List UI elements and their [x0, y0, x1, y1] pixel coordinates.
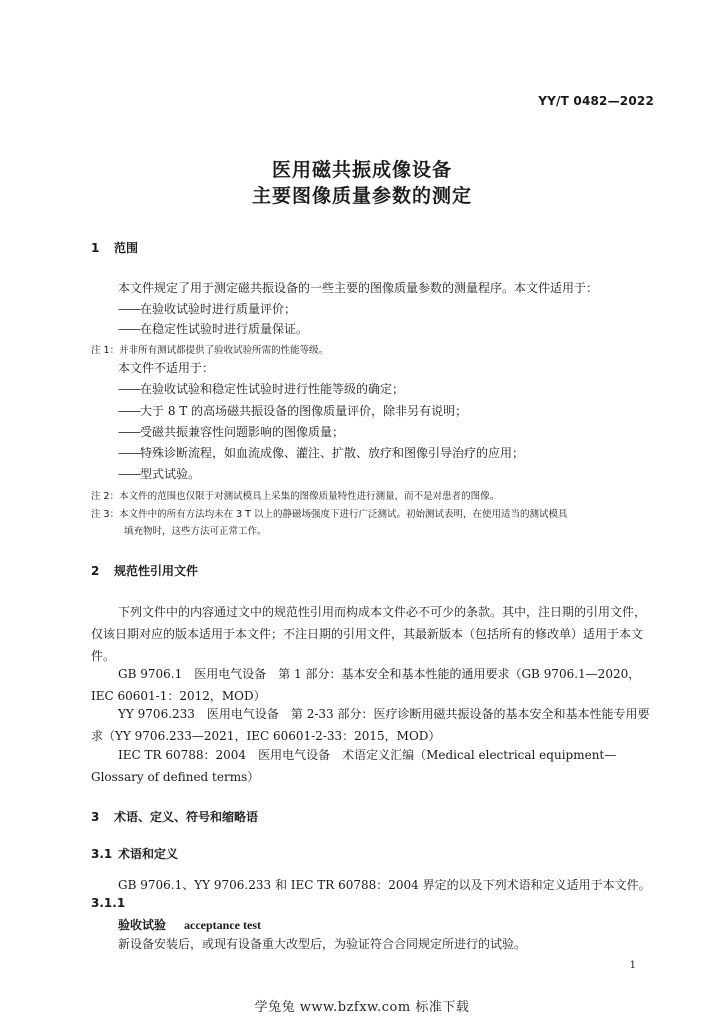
list-item: ——在验收试验和稳定性试验时进行性能等级的确定； [118, 382, 405, 396]
note-2: 注 2：本文件的范围也仅限于对测试模具上采集的图像质量特性进行测量，而不是对患者的图像。 [91, 491, 500, 502]
term-number: 3.1.1 [91, 896, 126, 910]
watermark-footer: 学兔兔 www.bzfxw.com 标准下载 [254, 1000, 470, 1015]
scope-paragraph: 本文件规定了用于测定磁共振设备的一些主要的图像质量参数的测量程序。本文件适用于： [118, 281, 599, 295]
note-3-continued: 填充物时，这些方法可正常工作。 [124, 526, 267, 537]
page-number: 1 [629, 960, 636, 971]
section-number: 2 [91, 564, 100, 578]
note-1: 注 1：并非所有测试都提供了验收试验所需的性能等级。 [91, 345, 329, 356]
list-item: ——型式试验。 [118, 467, 201, 481]
term-entry [118, 916, 261, 933]
section-number: 3 [91, 810, 100, 824]
list-item: ——受磁共振兼容性问题影响的图像质量； [118, 425, 345, 439]
reference-yy9706-233: YY 9706.233 医用电气设备 第 2-33 部分：医疗诊断用磁共振设备的基本安全和基本性能专用要求（YY 9706.233—2021，IEC 60601-2-33：2015，MOD） [91, 707, 650, 743]
section-3-heading [91, 808, 258, 825]
list-item: ——大于 8 T 的高场磁共振设备的图像质量评价，除非另有说明； [118, 404, 468, 418]
section-title: 术语和定义 [118, 847, 179, 861]
document-title-line2: 主要图像质量参数的测定 [251, 185, 472, 207]
reference-gb9706-1: GB 9706.1 医用电气设备 第 1 部分：基本安全和基本性能的通用要求（GB 9706.1—2020，IEC 60601-1：2012，MOD） [91, 667, 641, 703]
term-chinese: 验收试验 [118, 918, 167, 932]
document-title-line1: 医用磁共振成像设备 [271, 159, 452, 181]
section-number: 1 [91, 241, 100, 255]
section-1-heading [91, 239, 138, 256]
term-definition: 新设备安装后，或现有设备重大改型后，为验证符合合同规定所进行的试验。 [118, 937, 527, 951]
section-title: 范围 [114, 241, 139, 255]
definitions-intro: GB 9706.1、YY 9706.233 和 IEC TR 60788：2004 界定的以及下列术语和定义适用于本文件。 [118, 878, 651, 892]
reference-iec-tr-60788: IEC TR 60788：2004 医用电气设备 术语定义汇编（Medical electrical equipment—Glossary of defined terms） [91, 748, 617, 784]
scope-paragraph: 本文件不适用于： [118, 361, 215, 375]
standard-code: YY/T 0482—2022 [538, 94, 654, 108]
list-item: ——在验收试验时进行质量评价； [118, 302, 297, 316]
section-number: 3.1 [91, 847, 113, 861]
list-item: ——特殊诊断流程，如血流成像、灌注、扩散、放疗和图像引导治疗的应用； [118, 446, 525, 460]
note-3: 注 3：本文件中的所有方法均未在 3 T 以上的静磁场强度下进行广泛测试。初始测试表明，在使用适当的测试模具 [91, 509, 568, 520]
section-2-heading [91, 562, 198, 579]
section-title: 规范性引用文件 [114, 564, 199, 578]
subsection-3-1-heading [91, 845, 178, 862]
section-title: 术语、定义、符号和缩略语 [114, 810, 259, 824]
term-english: acceptance test [184, 918, 261, 932]
list-item: ——在稳定性试验时进行质量保证。 [118, 322, 309, 336]
normative-intro: 下列文件中的内容通过文中的规范性引用而构成本文件必不可少的条款。其中，注日期的引用文件，仅该日期对应的版本适用于本文件；不注日期的引用文件，其最新版本（包括所有的修改单）适用于本文件。 [91, 605, 647, 663]
